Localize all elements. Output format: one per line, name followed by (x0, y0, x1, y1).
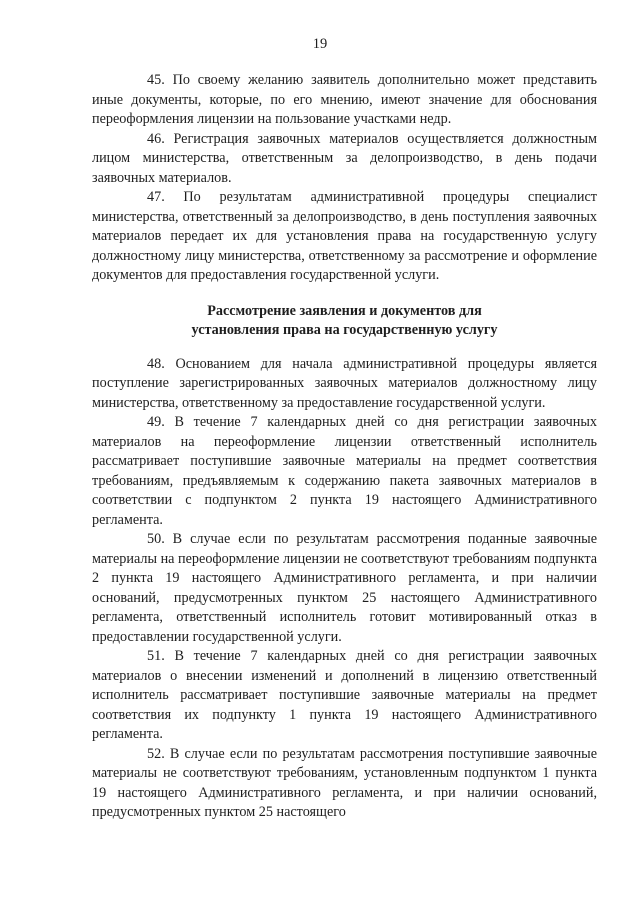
paragraph-47: 47. По результатам административной процедуры специалист министерства, ответственный за делопроизводство, в день поступления заявочных материалов передает их для установления права на государственную услугу должностному лицу министерства, ответственному за рассмотрение и оформление документов для предоставления государственной услуги. (92, 189, 597, 283)
paragraph-46: 46. Регистрация заявочных материалов осуществляется должностным лицом министерства, ответственным за делопроизводство, в день подачи заявочных материалов. (92, 130, 597, 186)
paragraph-48: 48. Основанием для начала административной процедуры является поступление зарегистрированных заявочных материалов должностному лицу министерства, ответственному за предоставление государственной услуги. (92, 355, 597, 411)
paragraph-51: 51. В течение 7 календарных дней со дня регистрации заявочных материалов о внесении изменений и дополнений в лицензию ответственный исполнитель рассматривает поступившие заявочные материалы на предмет соответствия их подпункту 1 пункта 19 настоящего Административного регламента. (92, 648, 597, 742)
section-heading-line-2: установления права на государственную услугу (191, 322, 498, 338)
paragraph-49: 49. В течение 7 календарных дней со дня регистрации заявочных материалов на переоформление лицензии ответственный исполнитель рассматривает поступившие заявочные материалы на предмет соответствия требованиям, предъявляемым к содержанию пакета заявочных материалов в соответствии с подпунктом 2 пункта 19 настоящего Административного регламента. (92, 414, 597, 528)
page-number: 19 (312, 36, 328, 52)
section-heading (92, 302, 597, 341)
paragraph-50: 50. В случае если по результатам рассмотрения поданные заявочные материалы на переоформление лицензии не соответствуют требованиям подпункта 2 пункта 19 настоящего Административного регламента, и при наличии оснований, предусмотренных пунктом 25 настоящего Административного регламента, ответственный исполнитель готовит мотивированный отказ в предоставлении государственной услуги. (92, 531, 597, 645)
section-heading-line-1: Рассмотрение заявления и документов для (207, 302, 482, 319)
paragraph-52: 52. В случае если по результатам рассмотрения поступившие заявочные материалы не соответствуют требованиям, установленным подпунктом 1 пункта 19 настоящего Административного регламента, и при наличии оснований, предусмотренных пунктом 25 настоящего (92, 745, 597, 820)
page-content (92, 71, 597, 823)
paragraph-45: 45. По своему желанию заявитель дополнительно может представить иные документы, которые, по его мнению, имеют значение для обоснования переоформления лицензии на пользование участками недр. (92, 72, 597, 127)
